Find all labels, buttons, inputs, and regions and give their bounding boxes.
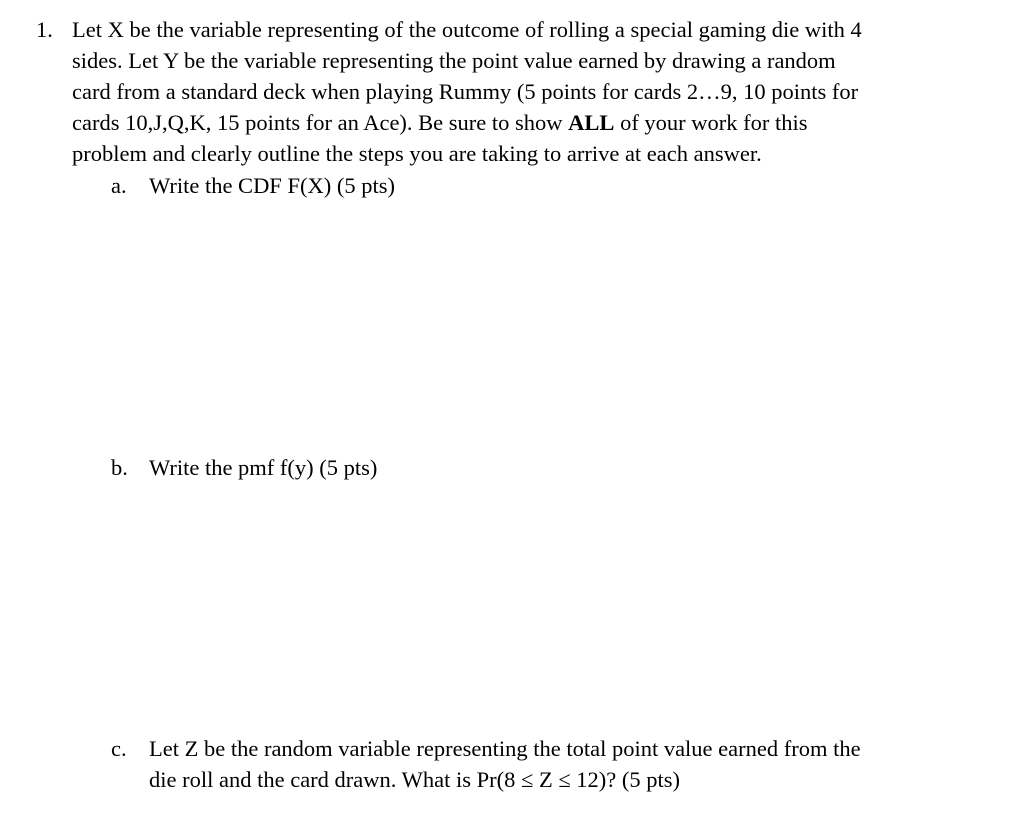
answer-space-b[interactable]	[111, 487, 971, 727]
part-c-letter: c.	[111, 736, 127, 761]
question-line-1: Let X be the variable representing of the outcome of rolling a special gaming die with 4	[72, 17, 862, 42]
question-line-3: card from a standard deck when playing Rummy (5 points for cards 2…9, 10 points for	[72, 79, 859, 104]
emphasis-all: ALL	[568, 110, 615, 135]
part-c-text	[149, 733, 861, 795]
question-line-4-end: of your work for this	[614, 110, 808, 135]
question-line-2: sides. Let Y be the variable representing the point value earned by drawing a random	[72, 48, 836, 73]
question-text	[72, 14, 972, 169]
part-c-line-1: Let Z be the random variable representing the total point value earned from the	[149, 736, 861, 761]
part-b-letter: b.	[111, 455, 128, 480]
part-a-text: Write the CDF F(X) (5 pts)	[149, 173, 395, 198]
answer-space-a[interactable]	[111, 205, 971, 445]
question-line-5: problem and clearly outline the steps you are taking to arrive at each answer.	[72, 141, 762, 166]
part-b-text: Write the pmf f(y) (5 pts)	[149, 455, 378, 480]
part-a-letter: a.	[111, 173, 127, 198]
question-line-4-start: cards 10,J,Q,K, 15 points for an Ace). Be sure to show	[72, 110, 569, 135]
question-number: 1.	[36, 17, 53, 42]
question-line-4	[72, 107, 972, 138]
part-c-line-2: die roll and the card drawn. What is Pr(8 ≤ Z ≤ 12)? (5 pts)	[149, 767, 681, 792]
